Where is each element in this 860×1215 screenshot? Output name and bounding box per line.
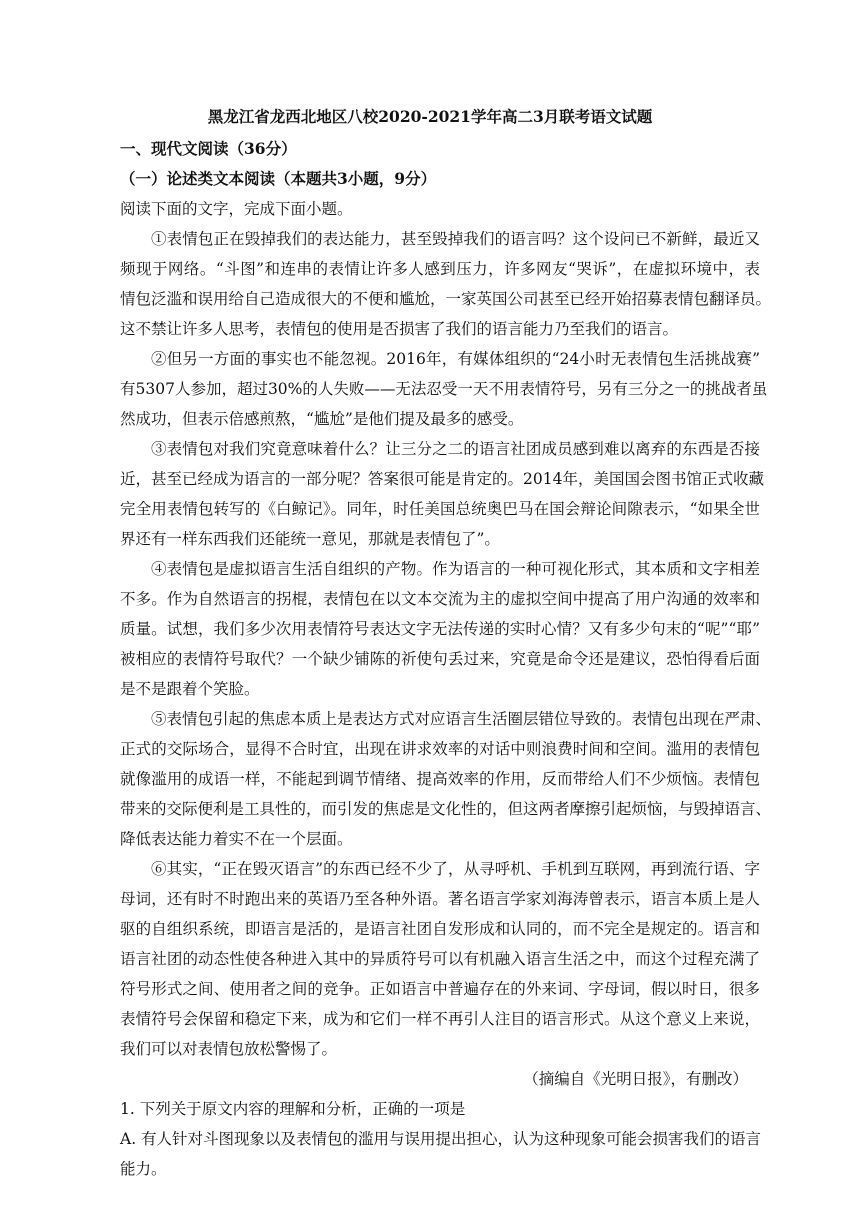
paragraph-4-line-5: 是不是跟着个笑脸。: [120, 680, 260, 698]
paragraph-4-line-1: ④表情包是虚拟语言生活自组织的产物。作为语言的一种可视化形式，其本质和文字相差: [151, 560, 760, 578]
paragraph-1-line-1: ①表情包正在毁掉我们的表达能力，甚至毁掉我们的语言吗？这个设问已不新鲜，最近又: [151, 230, 760, 248]
paragraph-5-line-3: 就像滥用的成语一样，不能起到调节情绪、提高效率的作用，反而带给人们不少烦恼。表情包: [120, 770, 760, 788]
paragraph-1-line-4: 这不禁让许多人思考，表情包的使用是否损害了我们的语言能力乃至我们的语言。: [120, 320, 679, 338]
question-1-stem: 1. 下列关于原文内容的理解和分析，正确的一项是: [120, 1100, 466, 1118]
paragraph-4-line-3: 质量。试想，我们多少次用表情符号表达文字无法传递的实时心情？又有多少句末的“呢”“耶”: [120, 620, 760, 638]
document-title: 黑龙江省龙西北地区八校2020-2021学年高二3月联考语文试题: [207, 107, 653, 126]
paragraph-2-line-1: ②但另一方面的事实也不能忽视。2016年，有媒体组织的“24小时无表情包生活挑战赛”: [151, 350, 760, 368]
paragraph-6-line-1: ⑥其实，“正在毁灭语言”的东西已经不少了，从寻呼机、手机到互联网，再到流行语、字: [151, 860, 760, 878]
reading-instruction: 阅读下面的文字，完成下面小题。: [120, 200, 353, 218]
paragraph-5-line-5: 降低表达能力着实不在一个层面。: [120, 830, 353, 848]
paragraph-1-line-2: 频现于网络。“斗图”和连串的表情让许多人感到压力，许多网友“哭诉”，在虚拟环境中，表: [120, 260, 760, 278]
paragraph-6-line-6: 表情符号会保留和稳定下来，成为和它们一样不再引人注目的语言形式。从这个意义上来说，: [120, 1010, 760, 1028]
paragraph-4-line-2: 不多。作为自然语言的拐棍，表情包在以文本交流为主的虚拟空间中提高了用户沟通的效率和: [120, 590, 760, 608]
option-a-line-1: A. 有人针对斗图现象以及表情包的滥用与误用提出担心，认为这种现象可能会损害我们的语言: [120, 1130, 762, 1148]
paragraph-3-line-4: 界还有一样东西我们还能统一意见，那就是表情包了”。: [120, 530, 500, 548]
paragraph-5-line-2: 正式的交际场合，显得不合时宜，出现在讲求效率的对话中则浪费时间和空间。滥用的表情包: [120, 740, 760, 758]
paragraph-3-line-3: 完全用表情包转写的《白鲸记》。同年，时任美国总统奥巴马在国会辩论间隙表示，“如果全世: [120, 500, 760, 518]
paragraph-6-line-5: 符号形式之间、使用者之间的竞争。正如语言中普遍存在的外来词、字母词，假以时日，很多: [120, 980, 760, 998]
paragraph-2-line-3: 然成功，但表示倍感煎熬，“尴尬”是他们提及最多的感受。: [120, 410, 524, 428]
paragraph-6-line-4: 语言社团的动态性使各种进入其中的异质符号可以有机融入语言生活之中，而这个过程充满了: [120, 950, 760, 968]
option-a-line-2: 能力。: [120, 1160, 167, 1178]
paragraph-5-line-1: ⑤表情包引起的焦虑本质上是表达方式对应语言生活圈层错位导致的。表情包出现在严肃、: [151, 710, 772, 728]
paragraph-6-line-7: 我们可以对表情包放松警惕了。: [120, 1040, 338, 1058]
paragraph-6-line-3: 驱的自组织系统，即语言是活的，是语言社团自发形成和认同的，而不完全是规定的。语言和: [120, 920, 760, 938]
paragraph-6-line-2: 母词，还有时不时跑出来的英语乃至各种外语。著名语言学家刘海涛曾表示，语言本质上是人: [120, 890, 760, 908]
paragraph-3-line-1: ③表情包对我们究竟意味着什么？让三分之二的语言社团成员感到难以离弃的东西是否接: [151, 440, 760, 458]
paragraph-1-line-3: 情包泛滥和误用给自己造成很大的不便和尴尬，一家英国公司甚至已经开始招募表情包翻译员。: [120, 290, 772, 308]
paragraph-4-line-4: 被相应的表情符号取代？一个缺少铺陈的祈使句丢过来，究竟是命令还是建议，恐怕得看后面: [120, 650, 760, 668]
subsection-heading: （一）论述类文本阅读（本题共3小题，9分）: [120, 169, 437, 188]
paragraph-5-line-4: 带来的交际便利是工具性的，而引发的焦虑是文化性的，但这两者摩擦引起烦恼，与毁掉语言、: [120, 800, 772, 818]
paragraph-2-line-2: 有5307人参加，超过30%的人失败——无法忍受一天不用表情符号，另有三分之一的挑战者虽: [120, 380, 768, 398]
section-heading: 一、现代文阅读（36分）: [120, 139, 297, 158]
source-citation: （摘编自《光明日报》，有删改）: [523, 1070, 748, 1088]
paragraph-3-line-2: 近，甚至已经成为语言的一部分呢？答案很可能是肯定的。2014年，美国国会图书馆正式收藏: [120, 470, 764, 488]
